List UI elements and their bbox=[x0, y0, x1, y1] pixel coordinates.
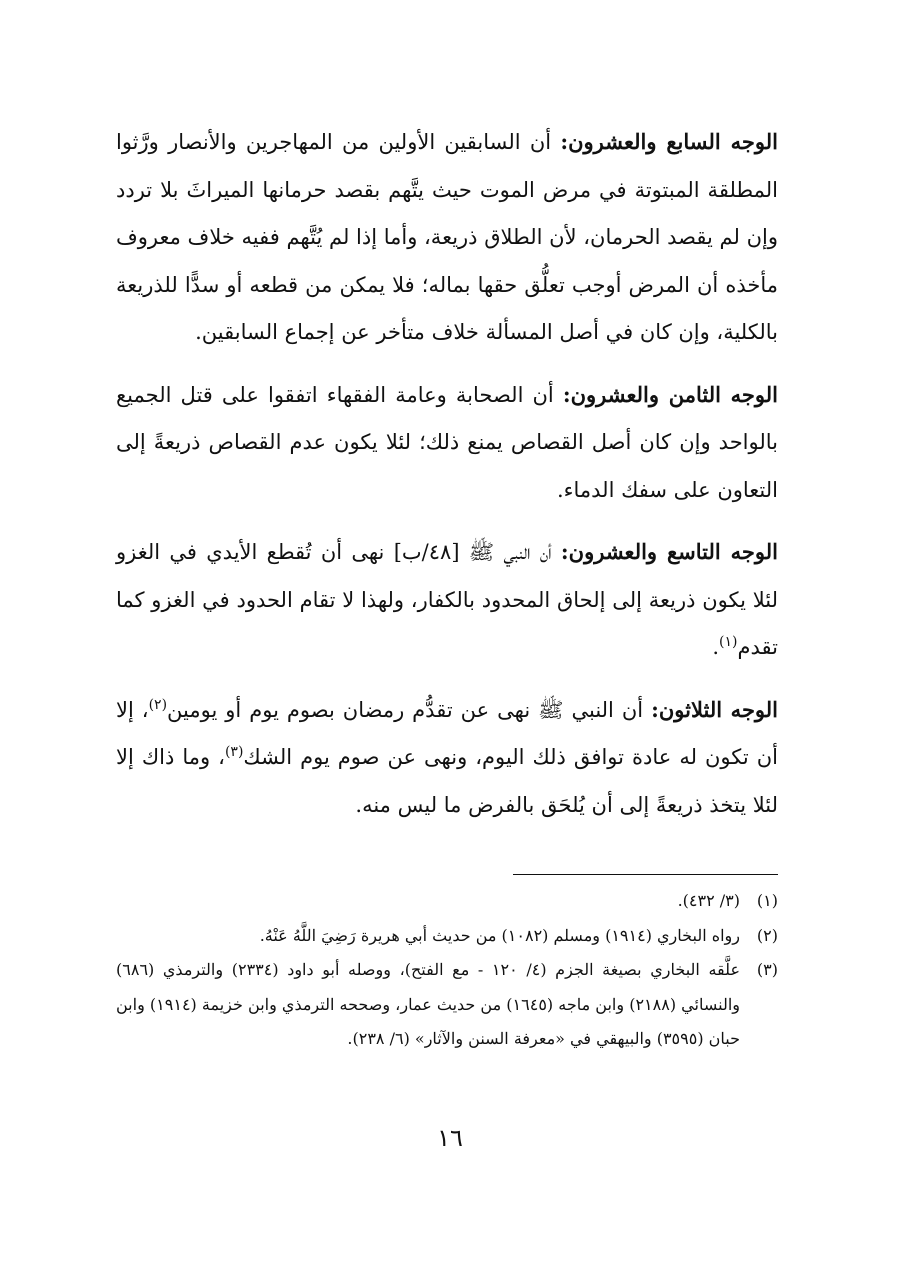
paragraph-text-end: ، وما ذاك إلا لئلا يتخذ ذريعةً إلى أن يُلحَق بالفرض ما ليس منه. bbox=[116, 745, 778, 817]
footnote-text: علَّقه البخاري بصيغة الجزم (٤/ ١٢٠ - مع الفتح)، ووصله أبو داود (٢٣٣٤) والترمذي (٦٨٦) والنسائي (٢١٨٨) وابن ماجه (١٦٤٥) من حديث عمار، وصححه الترمذي وابن خزيمة (١٩١٤) وابن حبان (٣٥٩٥) والبيهقي في «معرفة السنن والآثار» (٦/ ٢٣٨). bbox=[116, 960, 740, 1048]
footnote-text: رواه البخاري (١٩١٤) ومسلم (١٠٨٢) من حديث أبي هريرة رَضِيَ اللَّهُ عَنْهُ. bbox=[259, 925, 740, 945]
paragraph-text: أن الصحابة وعامة الفقهاء اتفقوا على قتل الجميع بالواحد وإن كان أصل القصاص يمنع ذلك؛ لئلا يكون عدم القصاص ذريعةً إلى التعاون على سفك الدماء. bbox=[116, 382, 778, 502]
paragraph-heading: الوجه السابع والعشرون: bbox=[560, 129, 778, 154]
footnote-reference[interactable]: (١) bbox=[719, 634, 738, 650]
paragraph-30 bbox=[116, 686, 778, 830]
paragraph-text: أن النبي ﷺ نهى عن تقدُّم رمضان بصوم يوم أو يومين bbox=[167, 697, 652, 722]
page-number: ١٦ bbox=[437, 1124, 463, 1152]
paragraph-29 bbox=[116, 528, 778, 672]
footnote-number: (٢) bbox=[756, 925, 778, 945]
footnote-text: (٣/ ٤٣٢). bbox=[677, 891, 740, 910]
main-text-body bbox=[116, 118, 778, 843]
paragraph-text-middle: ، إلا أن تكون له عادة توافق ذلك اليوم، ونهى عن صوم يوم الشك bbox=[116, 697, 778, 769]
paragraph-27 bbox=[116, 118, 778, 357]
footnote-reference[interactable]: (٢) bbox=[148, 696, 168, 713]
footnote-number: (١) bbox=[756, 891, 778, 910]
footnote-separator bbox=[513, 874, 778, 875]
footnote-item bbox=[116, 919, 778, 954]
footnotes-section bbox=[116, 884, 778, 1057]
paragraph-28 bbox=[116, 371, 778, 515]
footnote-number: (٣) bbox=[756, 960, 778, 979]
footnote-reference[interactable]: (٣) bbox=[224, 744, 244, 760]
footnote-item bbox=[116, 953, 778, 1057]
paragraph-heading: الوجه الثلاثون: bbox=[651, 696, 779, 722]
paragraph-text-end: . bbox=[712, 635, 720, 659]
paragraph-text: أن النبي ﷺ [٤٨/ب] نهى أن تُقطع الأيدي في الغزو لئلا يكون ذريعة إلى إلحاق المحدود بالكفار، ولهذا لا تقام الحدود في الغزو كما تقدم bbox=[116, 540, 778, 659]
paragraph-heading: الوجه الثامن والعشرون: bbox=[562, 381, 778, 407]
footnote-item bbox=[116, 884, 778, 919]
paragraph-heading: الوجه التاسع والعشرون: bbox=[560, 539, 778, 564]
paragraph-text: أن السابقين الأولين من المهاجرين والأنصار ورَّثوا المطلقة المبتوتة في مرض الموت حيث يتَّهم بقصد حرمانها الميراثَ بلا تردد وإن لم يقصد الحرمان، لأن الطلاق ذريعة، وأما إذا لم يُتَّهم ففيه خلاف معروف مأخذه أن المرض أوجب تعلُّق حقها بماله؛ فلا يمكن من قطعه أو سدًّا للذريعة بالكلية، وإن كان في أصل المسألة خلاف متأخر عن إجماع السابقين. bbox=[116, 130, 778, 344]
